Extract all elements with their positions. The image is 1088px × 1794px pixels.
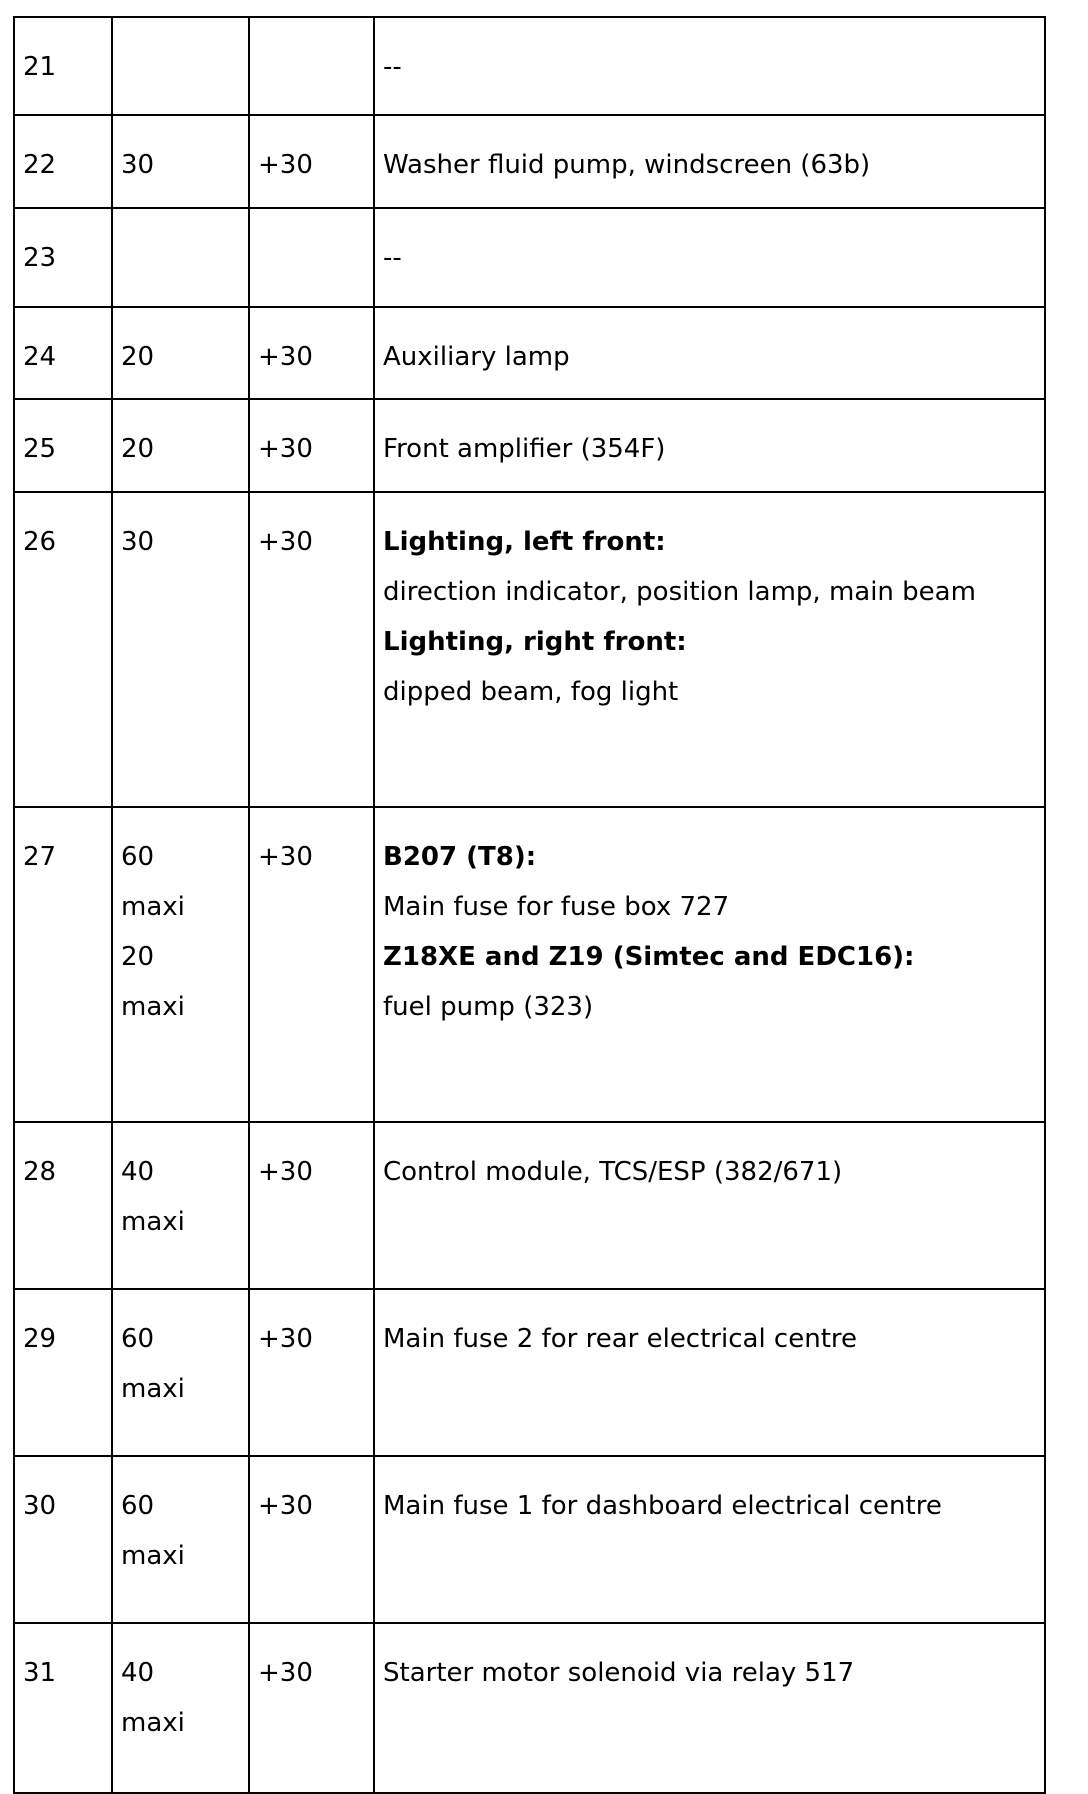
fuse-number-cell xyxy=(14,807,112,1122)
fuse-number-cell xyxy=(14,1623,112,1793)
fuse-number: 31 xyxy=(23,1658,57,1688)
description-text: Starter motor solenoid via relay 517 xyxy=(383,1658,855,1688)
description-text: Main fuse for fuse box 727 xyxy=(383,892,730,922)
fuse-number: 24 xyxy=(23,342,57,372)
terminal-cell xyxy=(249,307,374,399)
amperage-value: 30 xyxy=(121,150,155,180)
description-cell xyxy=(374,1289,1045,1456)
fuse-number: 30 xyxy=(23,1491,57,1521)
terminal-value: +30 xyxy=(258,1658,313,1688)
description-heading: Lighting, left front: xyxy=(383,527,666,557)
fuse-number-cell xyxy=(14,492,112,807)
fuse-number: 23 xyxy=(23,243,57,273)
table-row xyxy=(14,17,1045,115)
table-row xyxy=(14,1456,1045,1623)
table-row xyxy=(14,399,1045,492)
description-text: -- xyxy=(383,52,402,82)
description-text: Main fuse 1 for dashboard electrical centre xyxy=(383,1491,942,1521)
terminal-value: +30 xyxy=(258,1157,313,1187)
terminal-value: +30 xyxy=(258,1324,313,1354)
amperage-value: 40 xyxy=(121,1157,155,1187)
terminal-value: +30 xyxy=(258,342,313,372)
amperage-value: 30 xyxy=(121,527,155,557)
amperage-cell xyxy=(112,1623,249,1793)
terminal-value: +30 xyxy=(258,842,313,872)
description-text: Control module, TCS/ESP (382/671) xyxy=(383,1157,843,1187)
terminal-cell xyxy=(249,399,374,492)
amperage-value: maxi xyxy=(121,892,185,922)
fuse-number-cell xyxy=(14,1289,112,1456)
description-cell xyxy=(374,1456,1045,1623)
description-text: Main fuse 2 for rear electrical centre xyxy=(383,1324,858,1354)
table-row xyxy=(14,1623,1045,1793)
amperage-cell xyxy=(112,208,249,307)
table-row xyxy=(14,208,1045,307)
description-cell xyxy=(374,492,1045,807)
terminal-cell xyxy=(249,807,374,1122)
fuse-number-cell xyxy=(14,399,112,492)
fuse-number: 27 xyxy=(23,842,57,872)
terminal-cell xyxy=(249,1623,374,1793)
table-row xyxy=(14,492,1045,807)
fuse-number: 29 xyxy=(23,1324,57,1354)
fuse-number-cell xyxy=(14,115,112,208)
table-row xyxy=(14,1122,1045,1289)
amperage-cell xyxy=(112,1122,249,1289)
fuse-number: 22 xyxy=(23,150,57,180)
fuse-table-body xyxy=(14,17,1045,1793)
description-cell xyxy=(374,1623,1045,1793)
table-row xyxy=(14,807,1045,1122)
terminal-cell xyxy=(249,1289,374,1456)
amperage-value: maxi xyxy=(121,1207,185,1237)
fuse-table xyxy=(13,16,1046,1794)
amperage-value: maxi xyxy=(121,1708,185,1738)
terminal-value: +30 xyxy=(258,434,313,464)
table-row xyxy=(14,307,1045,399)
table-row xyxy=(14,115,1045,208)
amperage-cell xyxy=(112,399,249,492)
description-cell xyxy=(374,115,1045,208)
description-heading: B207 (T8): xyxy=(383,842,537,872)
description-text: direction indicator, position lamp, main beam xyxy=(383,577,976,607)
description-heading: Lighting, right front: xyxy=(383,627,687,657)
fuse-number-cell xyxy=(14,208,112,307)
description-text: Washer fluid pump, windscreen (63b) xyxy=(383,150,871,180)
description-cell xyxy=(374,208,1045,307)
description-text: -- xyxy=(383,243,402,273)
terminal-value: +30 xyxy=(258,1491,313,1521)
description-heading: Z18XE and Z19 (Simtec and EDC16): xyxy=(383,942,915,972)
description-cell xyxy=(374,807,1045,1122)
fuse-number-cell xyxy=(14,1122,112,1289)
table-row xyxy=(14,1289,1045,1456)
description-text: Front amplifier (354F) xyxy=(383,434,666,464)
terminal-cell xyxy=(249,492,374,807)
amperage-value: maxi xyxy=(121,992,185,1022)
amperage-cell xyxy=(112,17,249,115)
description-cell xyxy=(374,399,1045,492)
amperage-cell xyxy=(112,1456,249,1623)
fuse-number: 21 xyxy=(23,52,57,82)
amperage-cell xyxy=(112,807,249,1122)
amperage-cell xyxy=(112,115,249,208)
terminal-cell xyxy=(249,1122,374,1289)
fuse-number-cell xyxy=(14,307,112,399)
description-text: Auxiliary lamp xyxy=(383,342,570,372)
description-cell xyxy=(374,307,1045,399)
description-cell xyxy=(374,1122,1045,1289)
amperage-cell xyxy=(112,492,249,807)
fuse-number-cell xyxy=(14,17,112,115)
terminal-cell xyxy=(249,208,374,307)
terminal-cell xyxy=(249,17,374,115)
terminal-cell xyxy=(249,1456,374,1623)
fuse-number: 28 xyxy=(23,1157,57,1187)
amperage-value: 20 xyxy=(121,434,155,464)
amperage-value: 20 xyxy=(121,942,155,972)
terminal-value: +30 xyxy=(258,150,313,180)
amperage-value: 60 xyxy=(121,1491,155,1521)
amperage-value: 60 xyxy=(121,1324,155,1354)
amperage-value: maxi xyxy=(121,1541,185,1571)
amperage-value: maxi xyxy=(121,1374,185,1404)
description-cell xyxy=(374,17,1045,115)
fuse-number: 25 xyxy=(23,434,57,464)
terminal-value: +30 xyxy=(258,527,313,557)
description-text: dipped beam, fog light xyxy=(383,677,679,707)
amperage-value: 40 xyxy=(121,1658,155,1688)
fuse-number-cell xyxy=(14,1456,112,1623)
description-text: fuel pump (323) xyxy=(383,992,594,1022)
terminal-cell xyxy=(249,115,374,208)
amperage-value: 60 xyxy=(121,842,155,872)
amperage-cell xyxy=(112,307,249,399)
amperage-value: 20 xyxy=(121,342,155,372)
amperage-cell xyxy=(112,1289,249,1456)
fuse-number: 26 xyxy=(23,527,57,557)
